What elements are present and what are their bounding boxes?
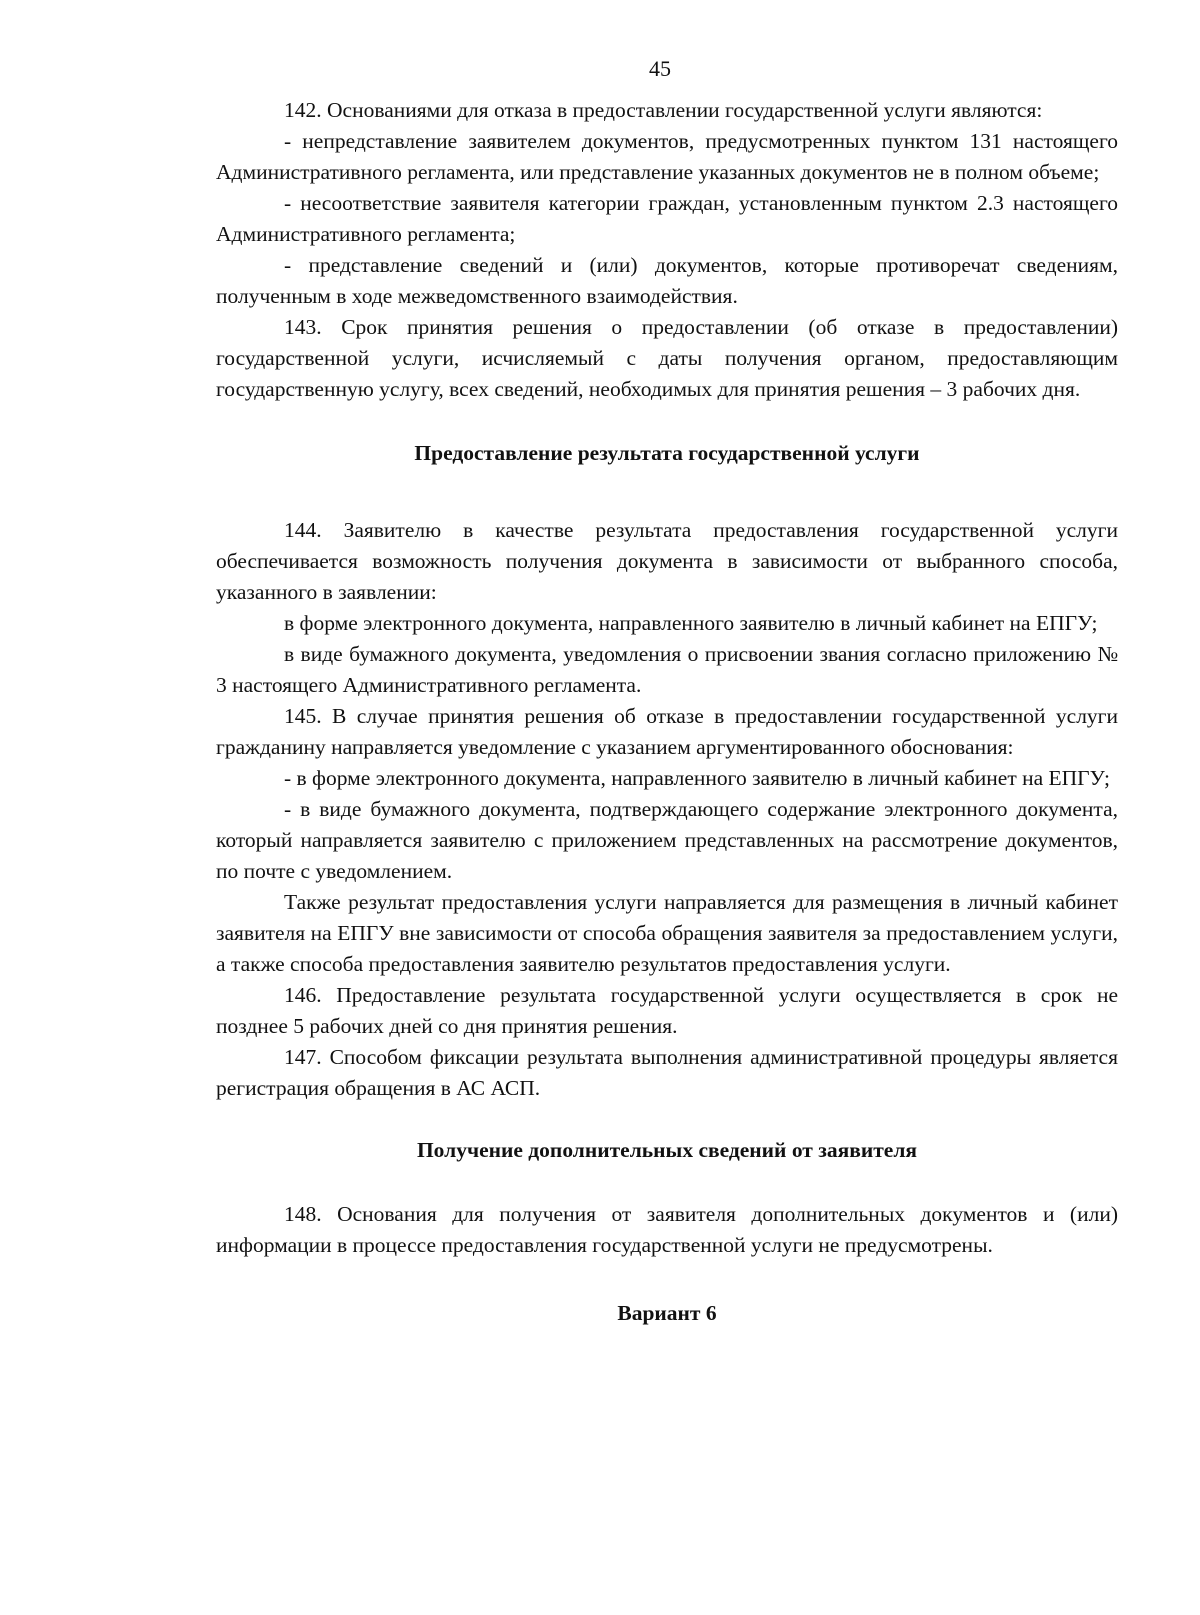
paragraph-145: 145. В случае принятия решения об отказе в предоставлении государственной услуги гражданину направляется уведомление с указанием аргументированного обоснования: (216, 704, 1118, 759)
section-heading-variant: Вариант 6 (617, 1301, 717, 1325)
paragraph-148: 148. Основания для получения от заявителя дополнительных документов и (или) информации в процессе предоставления государственной услуги не предусмотрены. (216, 1202, 1118, 1257)
paragraph-142-item-1: - непредставление заявителем документов, предусмотренных пунктом 131 настоящего Административного регламента, или представление указанных документов не в полном объеме; (216, 129, 1118, 184)
paragraph-146: 146. Предоставление результата государственной услуги осуществляется в срок не позднее 5 рабочих дней со дня принятия решения. (216, 983, 1118, 1038)
paragraph-142-item-2: - несоответствие заявителя категории граждан, установленным пунктом 2.3 настоящего Административного регламента; (216, 191, 1118, 246)
section-heading-result: Предоставление результата государственной услуги (414, 441, 920, 465)
paragraph-144-item-2: в виде бумажного документа, уведомления о присвоении звания согласно приложению № 3 настоящего Административного регламента. (216, 642, 1118, 697)
paragraph-145-also: Также результат предоставления услуги направляется для размещения в личный кабинет заявителя на ЕПГУ вне зависимости от способа обращения заявителя за предоставлением услуги, а также способа предоставления заявителю результатов предоставления услуги. (216, 890, 1118, 976)
page-number: 45 (649, 56, 671, 81)
paragraph-142: 142. Основаниями для отказа в предоставлении государственной услуги являются: (284, 98, 1043, 122)
paragraph-144-item-1: в форме электронного документа, направленного заявителю в личный кабинет на ЕПГУ; (284, 611, 1098, 635)
paragraph-145-item-1: - в форме электронного документа, направленного заявителю в личный кабинет на ЕПГУ; (284, 766, 1110, 790)
paragraph-145-item-2: - в виде бумажного документа, подтверждающего содержание электронного документа, который направляется заявителю с приложением представленных на рассмотрение документов, по почте с уведомлением. (216, 797, 1118, 883)
paragraph-144: 144. Заявителю в качестве результата предоставления государственной услуги обеспечивается возможность получения документа в зависимости от выбранного способа, указанного в заявлении: (216, 518, 1118, 604)
section-heading-additional-info: Получение дополнительных сведений от заявителя (416, 1138, 918, 1162)
paragraph-143: 143. Срок принятия решения о предоставлении (об отказе в предоставлении) государственной услуги, исчисляемый с даты получения органом, предоставляющим государственную услугу, всех сведений, необходимых для принятия решения – 3 рабочих дня. (216, 315, 1118, 401)
document-body (216, 95, 1118, 1329)
paragraph-142-item-3: - представление сведений и (или) документов, которые противоречат сведениям, полученным в ходе межведомственного взаимодействия. (216, 253, 1118, 308)
paragraph-147: 147. Способом фиксации результата выполнения административной процедуры является регистрация обращения в АС АСП. (216, 1045, 1118, 1100)
